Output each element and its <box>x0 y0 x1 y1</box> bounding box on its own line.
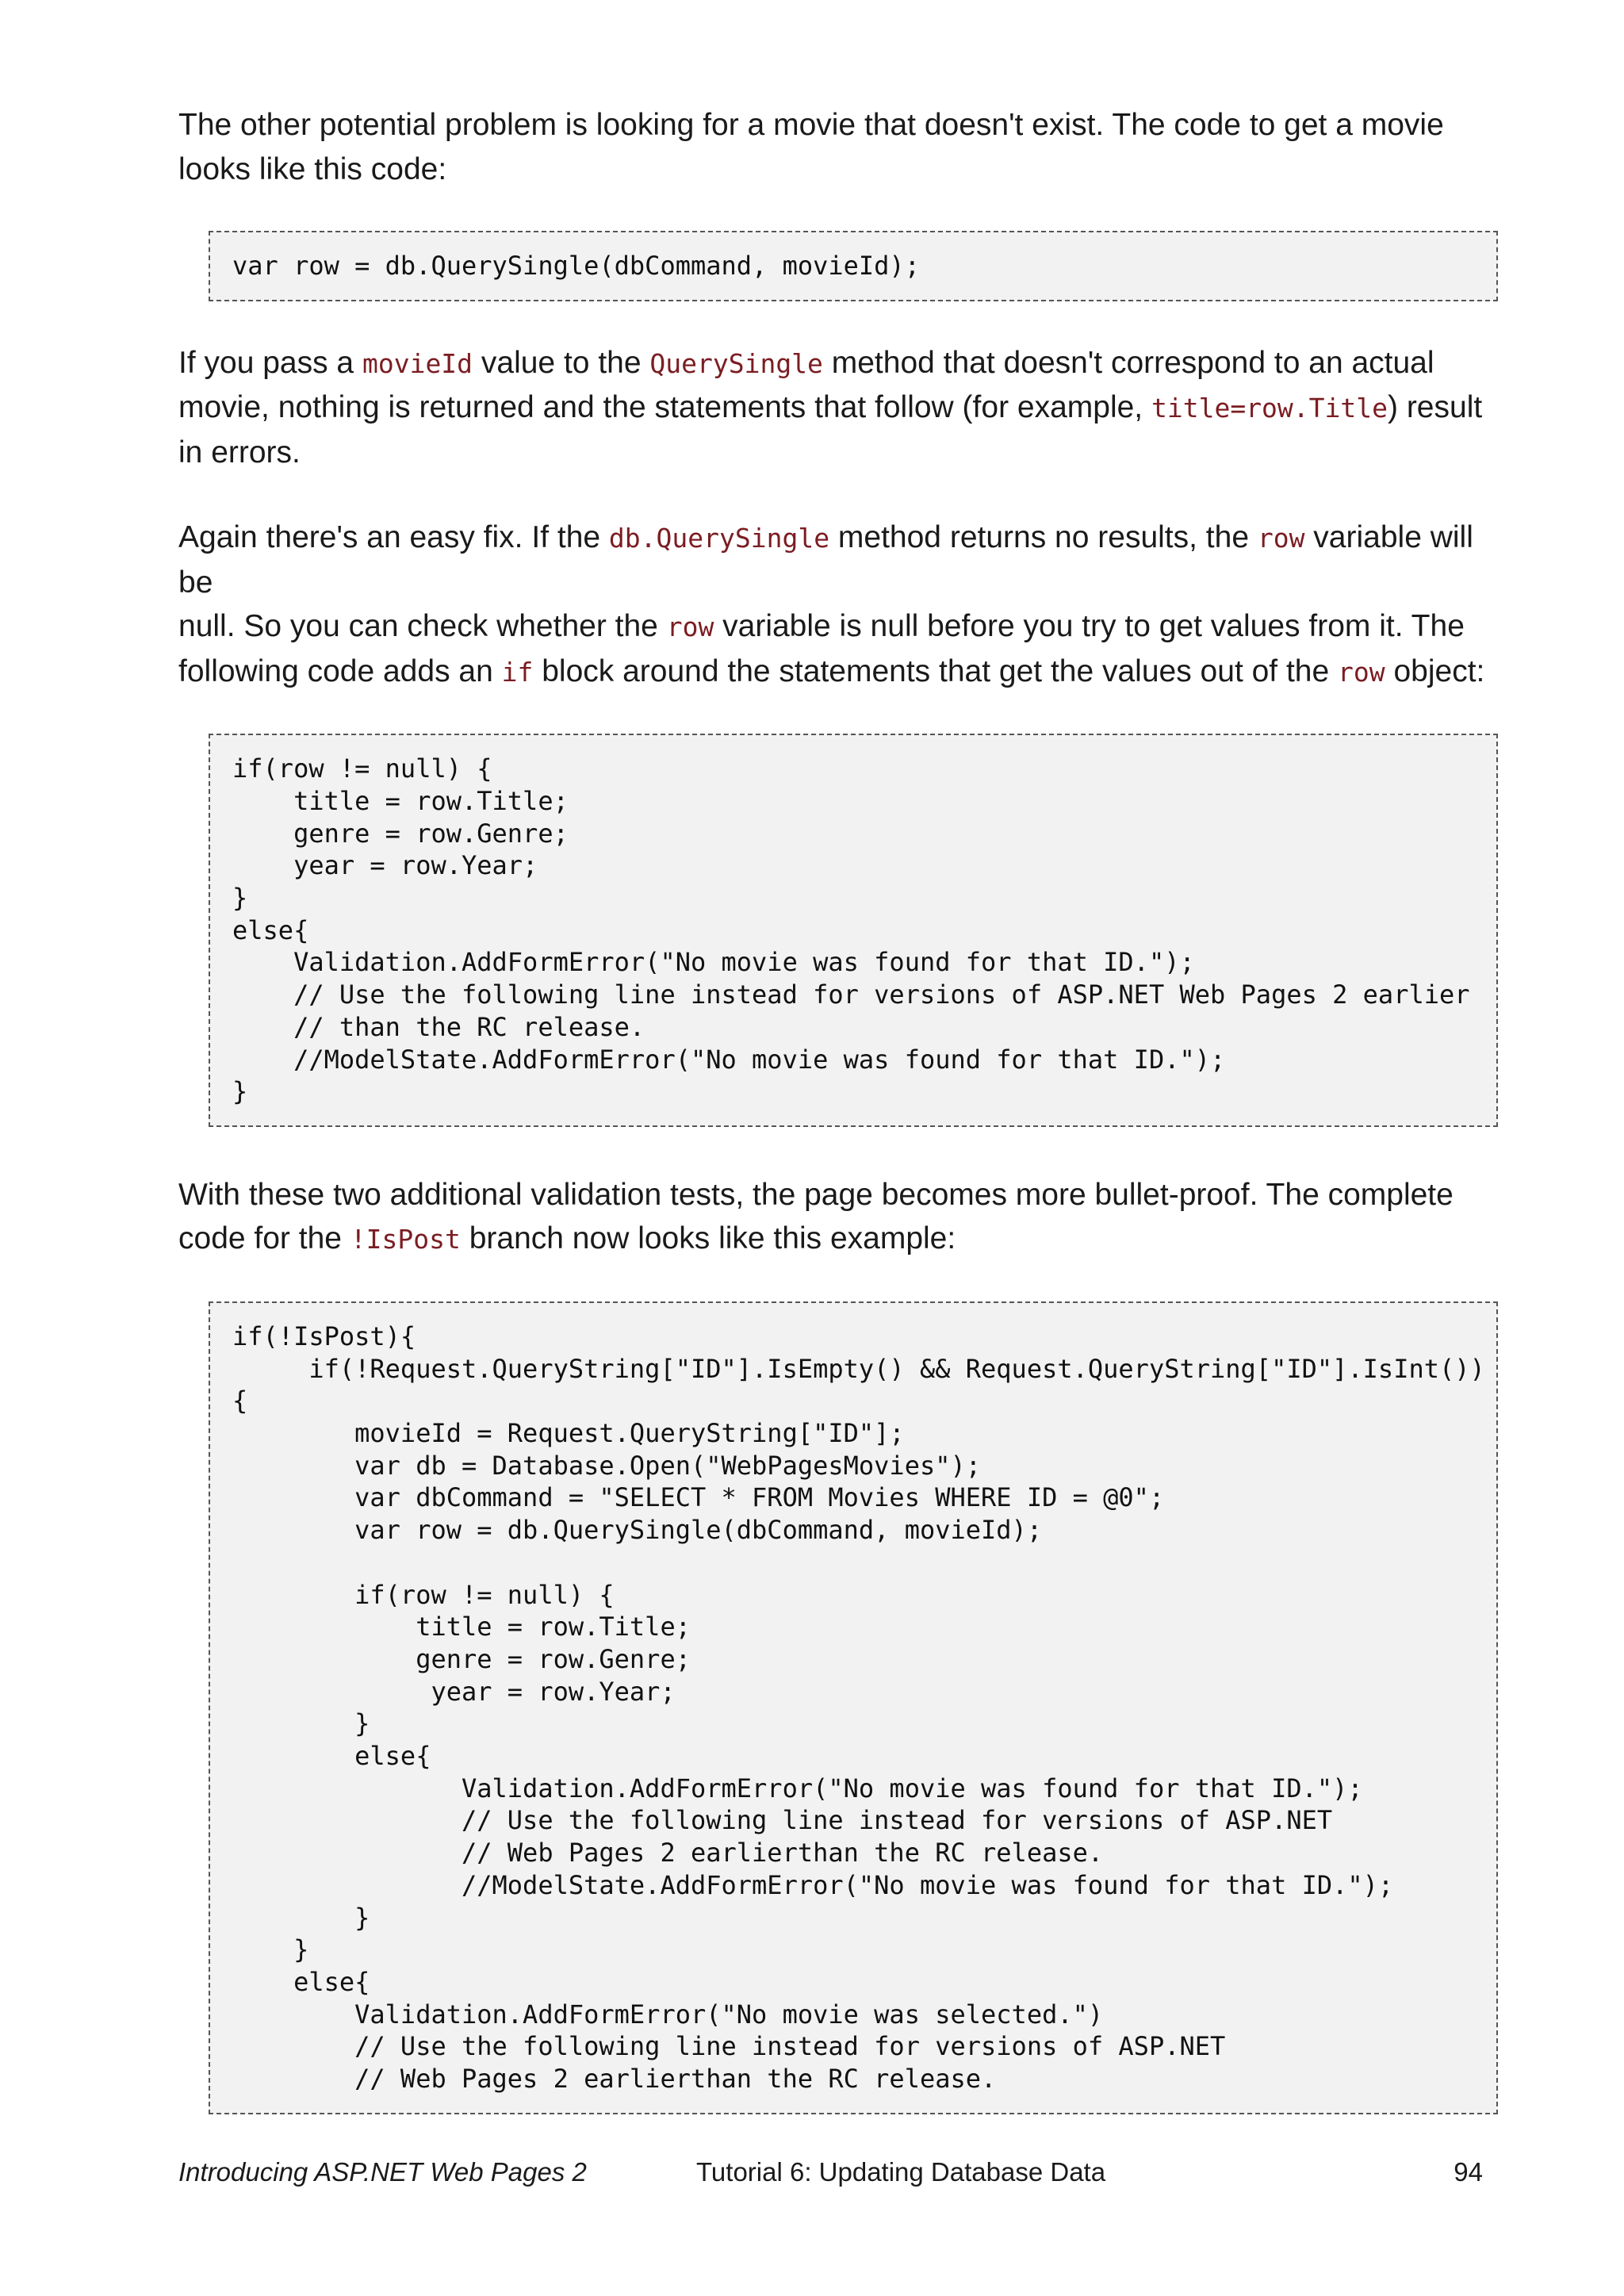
text-run: value to the <box>473 345 650 380</box>
text-run: ) result <box>1388 390 1483 425</box>
inline-code: row <box>1338 656 1385 688</box>
code-text: if(!IsPost){ if(!Request.QueryString["ID"].IsEmpty() && Request.QueryString["ID"].IsInt()) { movieId = Request.QueryString["ID"]; var db = Database.Open("WebPagesMovies"); var dbCommand = "SELECT * FROM Movies WHERE ID = @0"; var row = db.QuerySingle(dbCommand, movieId); if(row != null) { title = row.Title; genre = row.Genre; year = row.Year; } else{ Validation.AddFormError("No movie was found for that ID."); // Use the following line instead for versions of ASP.NET // Web Pages 2 earlierthan the RC release. //ModelState.AddFormError("No movie was found for that ID."); } } else{ Validation.AddFormError("No movie was selected.") // Use the following line instead for versions of ASP.NET // Web Pages 2 earlierthan the RC release. <box>232 1320 1485 2095</box>
paragraph-missing-movie-intro <box>178 103 1511 191</box>
page-footer <box>178 2157 1483 2197</box>
paragraph-complete-code-intro <box>178 1173 1511 1262</box>
footer-book-title: Introducing ASP.NET Web Pages 2 <box>178 2157 587 2187</box>
text-line: looks like this code: <box>178 151 447 186</box>
text-run: method returns no results, the <box>829 520 1258 555</box>
text-run: following code adds an <box>178 654 502 688</box>
text-run: variable will be <box>178 520 1473 600</box>
text-run: movie, nothing is returned and the statements that follow (for example, <box>178 390 1151 425</box>
paragraph-queryssingle-explanation <box>178 341 1511 475</box>
text-run: branch now looks like this example: <box>460 1221 956 1256</box>
text-run: variable is null before you try to get values from it. The <box>714 609 1465 644</box>
paragraph-null-check-fix <box>178 516 1511 694</box>
footer-chapter-title: Tutorial 6: Updating Database Data <box>696 2157 1106 2187</box>
text-run: block around the statements that get the values out of the <box>533 654 1339 688</box>
text-run: code for the <box>178 1221 350 1256</box>
code-text: var row = db.QuerySingle(dbCommand, movieId); <box>232 251 920 281</box>
inline-code: row <box>1257 523 1305 554</box>
inline-code: db.QuerySingle <box>608 523 830 554</box>
code-text: if(row != null) { title = row.Title; genre = row.Genre; year = row.Year; } else{ Validation.AddFormError("No movie was found for that ID."); // Use the following line instead for versions of ASP.NET Web Pages 2 earlier // than the RC release. //ModelState.AddFormError("No movie was found for that ID."); } <box>232 753 1470 1107</box>
code-block-ispost-branch <box>209 1301 1498 2114</box>
text-run: object: <box>1385 654 1485 688</box>
text-run: in errors. <box>178 435 301 470</box>
text-run: Again there's an easy fix. If the <box>178 520 609 555</box>
text-run: If you pass a <box>178 345 362 380</box>
footer-page-number: 94 <box>1454 2157 1483 2187</box>
text-run: null. So you can check whether the <box>178 609 667 644</box>
text-run: method that doesn't correspond to an actual <box>822 345 1434 380</box>
code-block-if-row-null <box>209 734 1498 1127</box>
document-body <box>178 103 1511 2114</box>
code-block-query-single <box>209 231 1498 301</box>
inline-code: QuerySingle <box>649 347 823 379</box>
inline-code: if <box>501 656 534 688</box>
inline-code: movieId <box>362 347 473 379</box>
text-line: The other potential problem is looking for a movie that doesn't exist. The code to get a movie <box>178 108 1444 142</box>
text-run: With these two additional validation tests, the page becomes more bullet-proof. The complete <box>178 1177 1454 1212</box>
inline-code: !IsPost <box>350 1224 461 1255</box>
inline-code: row <box>666 611 714 643</box>
inline-code: title=row.Title <box>1151 393 1388 424</box>
